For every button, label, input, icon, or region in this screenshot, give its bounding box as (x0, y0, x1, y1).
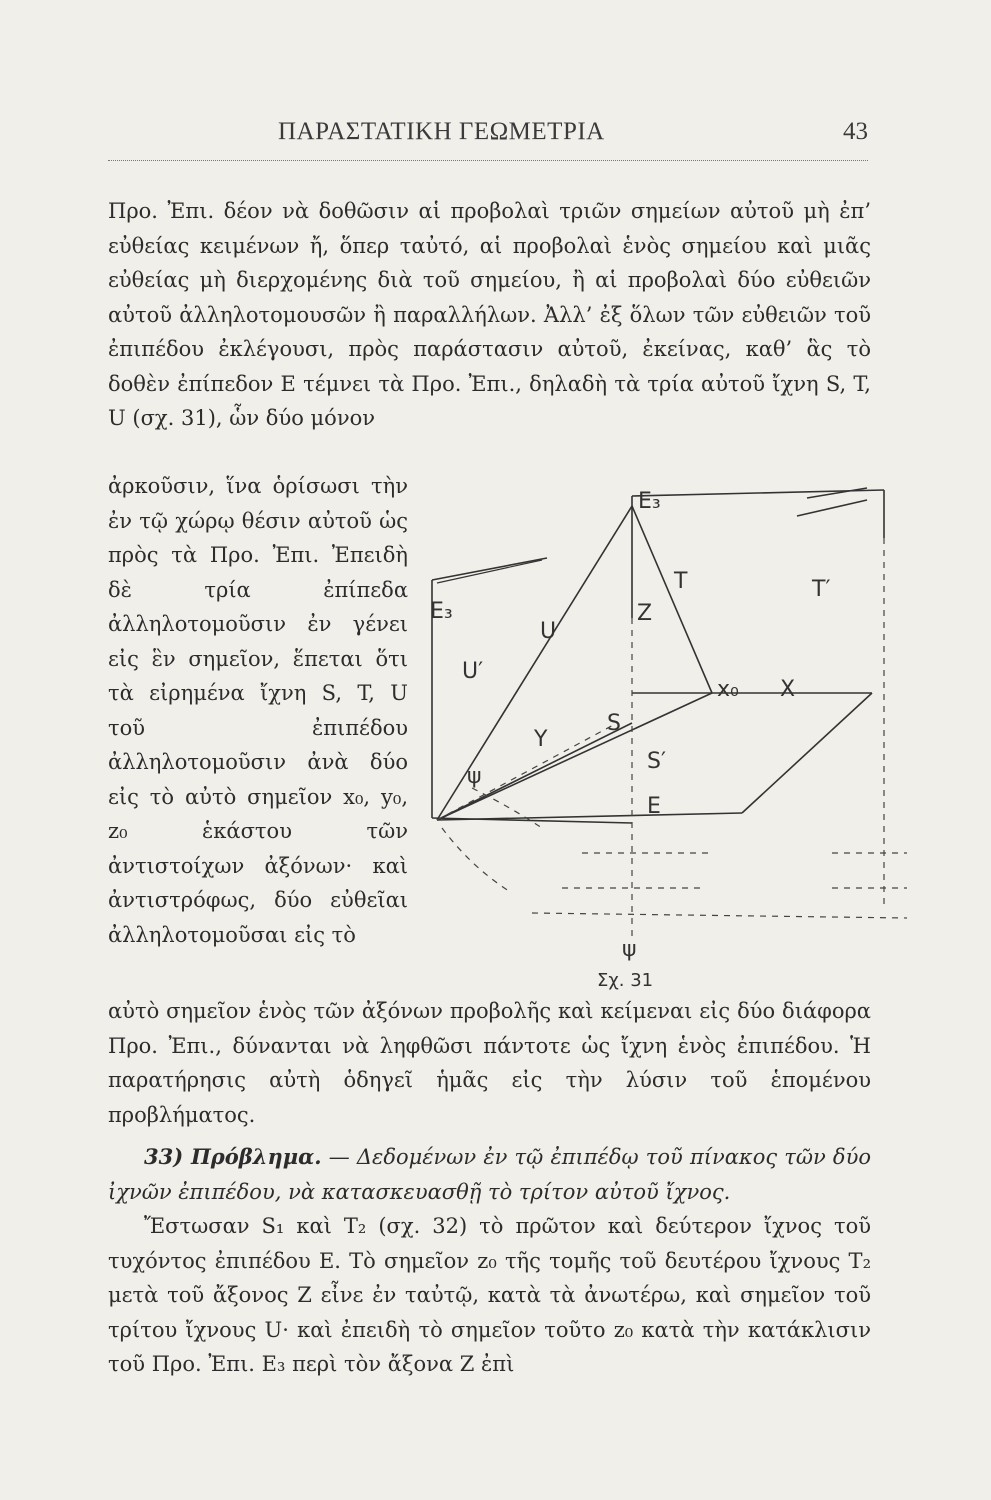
label-z: Z (637, 601, 653, 626)
label-t: T (674, 569, 688, 594)
label-u-prime: U′ (462, 659, 484, 684)
paragraph-last: Ἔστωσαν S₁ καὶ T₂ (σχ. 32) τὸ πρῶτον καὶ δεύτερον ἴχνος τοῦ τυχόντος ἐπιπέδου Ε. Τὸ σημεῖον z₀ τῆς τομῆς τοῦ δευτέρου ἴχνους T₂ μετὰ τοῦ ἄξονος Z εἶνε ἐν ταὐτῷ, κατὰ τὰ ἀνωτέρω, καὶ σημεῖον τοῦ τρίτου ἴχνους U· καὶ ἐπειδὴ τὸ σημεῖον τοῦτο z₀ κατὰ τὴν κατάκλισιν τοῦ Προ. Ἐπι. Ε₃ περὶ τὸν ἄξονα Z ἐπὶ (108, 1214, 871, 1376)
label-e: E (647, 794, 661, 819)
label-y: Y (534, 727, 548, 752)
trace-s (437, 693, 712, 820)
label-s: S (607, 711, 621, 736)
paragraph-beside-figure: ἀρκοῦσιν, ἵνα ὁρίσωσι τὴν ἐν τῷ χώρῳ θέσιν αὐτοῦ ὡς πρὸς τὰ Προ. Ἐπι. Ἐπειδὴ δὲ τρία ἐπίπεδα ἀλληλοτομοῦσιν ἐν γένει εἰς ἓν σημεῖον, ἕπεται ὅτι τὰ εἰρημένα ἴχνη S, T, U τοῦ ἐπιπέδου ἀλληλοτομοῦσιν ἀνὰ δύο εἰς τὸ αὐτὸ σημεῖον x₀, y₀, z₀ ἑκάστου τῶν ἀντιστοίχων ἀξόνων· καὶ ἀντιστρόφως, δύο εὐθεῖαι ἀλληλοτομοῦσαι εἰς τὸ (108, 474, 408, 947)
plane-e-front (437, 813, 742, 820)
figure-caption: Σχ. 31 (597, 970, 654, 990)
label-s-prime: S′ (647, 749, 666, 774)
running-title: ΠΑΡΑΣΤΑΤΙΚΗ ΓΕΩΜΕΤΡΙΑ (278, 118, 605, 145)
label-u: U (540, 619, 557, 644)
figure-31 (412, 468, 912, 990)
problem-heading: 33) Πρόβλημα. (144, 1144, 322, 1169)
trace-t-prime (807, 488, 867, 498)
label-e3-top: E₃ (638, 489, 661, 514)
label-psi-bottom: ψ (622, 937, 637, 962)
plane-e-right (742, 693, 872, 813)
paragraph-after-figure: αὐτὸ σημεῖον ἑνὸς τῶν ἀξόνων προβολῆς καὶ κείμεναι εἰς δύο διάφορα Προ. Ἐπι., δύνανται νὰ ληφθῶσι πάντοτε ὡς ἴχνη ἑνὸς ἐπιπέδου. Ἡ παρατήρησις αὐτὴ ὁδηγεῖ ἡμᾶς εἰς τὴν λύσιν τοῦ ἑπομένου προβλήματος. (108, 999, 871, 1127)
page-header (108, 118, 868, 161)
page-number: 43 (843, 118, 868, 145)
paragraph-intro: Προ. Ἐπι. δέον νὰ δοθῶσιν αἱ προβολαὶ τριῶν σημείων αὐτοῦ μὴ ἐπ’ εὐθείας κειμένων ἤ, ὅπερ ταὐτό, αἱ προβολαὶ ἑνὸς σημείου καὶ μιᾶς εὐθείας μὴ διερχομένης διὰ τοῦ σημείου, ἢ αἱ προβολαὶ δύο εὐθειῶν αὐτοῦ ἀλληλοτομουσῶν ἢ παραλλήλων. Ἀλλ’ ἐξ ὅλων τῶν εὐθειῶν τοῦ ἐπιπέδου ἐκλέγουσι, πρὸς παράστασιν αὐτοῦ, ἐκείνας, καθ’ ἃς τὸ δοθὲν ἐπίπεδον Ε τέμνει τὰ Προ. Ἐπι., δηλαδὴ τὰ τρία αὐτοῦ ἴχνη S, T, U (σχ. 31), ὧν δύο μόνον (108, 199, 871, 430)
plane-e3-top (432, 558, 547, 580)
label-psi-left: ψ (467, 764, 482, 789)
problem-statement: — Δεδομένων ἐν τῷ ἐπιπέδῳ τοῦ πίνακος τῶν δύο ἰχνῶν ἐπιπέδου, νὰ κατασκευασθῇ τὸ τρίτον αὐτοῦ ἴχνος. (108, 1145, 871, 1204)
label-e3-left: E₃ (430, 599, 453, 624)
figure-31-diagram (412, 468, 912, 990)
y-dashed (437, 723, 617, 820)
label-x0: x₀ (717, 677, 739, 702)
trace-t (632, 506, 712, 693)
problem-33 (108, 1140, 871, 1209)
label-t-prime: T′ (812, 577, 831, 602)
trace-t-prime-2 (797, 500, 867, 516)
label-x: X (780, 677, 796, 702)
